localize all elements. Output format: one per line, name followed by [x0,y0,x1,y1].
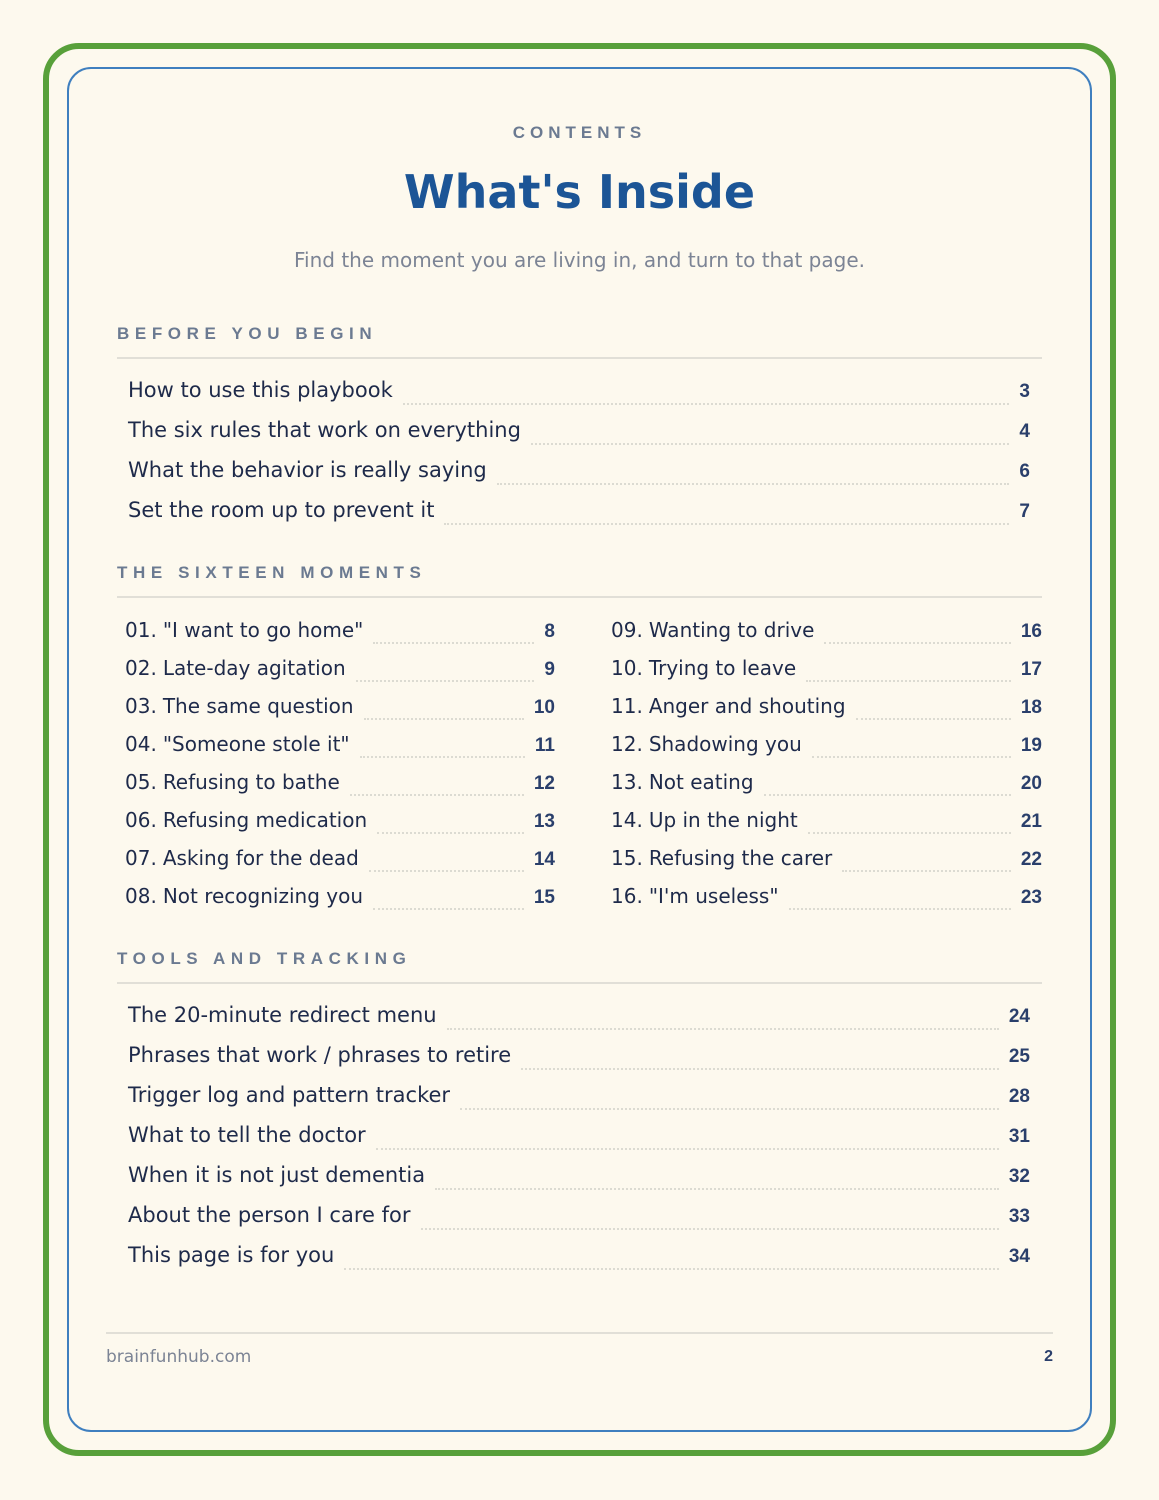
dot-leader [421,1228,999,1230]
moment-page: 14 [533,849,555,870]
dot-leader [460,1108,999,1110]
moment-entry[interactable] [611,732,1042,770]
toc-entry-page: 6 [1019,461,1030,482]
moment-page: 19 [1020,735,1042,756]
moment-entry[interactable] [125,770,555,808]
page-title: What's Inside [403,165,756,219]
moment-entry[interactable] [611,618,1042,656]
dot-leader [373,908,524,910]
toc-entry[interactable] [128,418,1030,458]
toc-entry[interactable] [128,1203,1030,1243]
dot-leader [373,642,534,644]
moment-entry[interactable] [611,694,1042,732]
moment-label: Shadowing you [648,732,802,756]
dot-leader [364,718,524,720]
dot-leader [444,523,1009,525]
moment-entry[interactable] [125,808,555,846]
before-you-begin-list [128,378,1030,538]
section-heading-tools-and-tracking: TOOLS AND TRACKING [117,949,1042,984]
moment-page: 10 [533,697,555,718]
toc-entry[interactable] [128,1243,1030,1283]
dot-leader [377,832,524,834]
footer-website[interactable]: brainfunhub.com [106,1347,252,1367]
moment-number: 07. [125,846,157,870]
toc-entry-label: The six rules that work on everything [128,418,521,442]
moment-page: 22 [1020,849,1042,870]
dot-leader [376,1148,999,1150]
dot-leader [403,403,1010,405]
toc-entry-label: What the behavior is really saying [128,458,487,482]
footer-divider [106,1332,1053,1334]
moment-number: 11. [611,694,643,718]
moment-label: Anger and shouting [648,694,846,718]
toc-entry[interactable] [128,1123,1030,1163]
toc-entry[interactable] [128,1083,1030,1123]
moment-number: 03. [125,694,157,718]
moment-label: "Someone stole it" [162,732,350,756]
moment-label: Trying to leave [648,656,797,680]
toc-entry-page: 31 [1008,1126,1030,1147]
dot-leader [764,794,1011,796]
moment-number: 05. [125,770,157,794]
toc-entry-label: How to use this playbook [128,378,393,402]
toc-entry-page: 25 [1008,1046,1030,1067]
dot-leader [824,642,1010,644]
dot-leader [806,680,1011,682]
section-heading-sixteen-moments: THE SIXTEEN MOMENTS [117,563,1042,598]
dot-leader [435,1188,999,1190]
moment-entry[interactable] [611,884,1042,922]
moment-number: 08. [125,884,157,908]
toc-entry-page: 3 [1019,381,1030,402]
moment-number: 09. [611,618,643,642]
dot-leader [789,908,1011,910]
moment-label: Not eating [648,770,754,794]
moments-list-right [611,618,1042,922]
moment-page: 23 [1020,887,1042,908]
dot-leader [447,1028,999,1030]
moment-number: 12. [611,732,643,756]
toc-entry[interactable] [128,1003,1030,1043]
moment-entry[interactable] [125,846,555,884]
moment-label: Not recognizing you [162,884,363,908]
toc-entry[interactable] [128,1043,1030,1083]
footer-page-number: 2 [1044,1348,1053,1365]
moment-page: 9 [544,659,555,680]
moment-number: 01. [125,618,157,642]
toc-entry-page: 28 [1008,1086,1030,1107]
moment-label: Asking for the dead [162,846,359,870]
moment-page: 15 [533,887,555,908]
moment-number: 14. [611,808,643,832]
dot-leader [808,832,1011,834]
toc-entry-label: The 20-minute redirect menu [128,1003,437,1027]
moment-page: 17 [1020,659,1042,680]
moments-list-left [125,618,555,922]
toc-entry-page: 4 [1019,421,1030,442]
page-subtitle: Find the moment you are living in, and turn to that page. [293,248,865,272]
moment-label: Late-day agitation [162,656,346,680]
dot-leader [369,870,524,872]
moment-entry[interactable] [611,846,1042,884]
moment-entry[interactable] [125,732,555,770]
moment-number: 06. [125,808,157,832]
moment-entry[interactable] [611,770,1042,808]
moment-number: 02. [125,656,157,680]
moment-entry[interactable] [611,808,1042,846]
moment-entry[interactable] [125,656,555,694]
moment-entry[interactable] [125,618,555,656]
dot-leader [344,1268,999,1270]
toc-entry-page: 33 [1008,1206,1030,1227]
section-heading-before-you-begin: BEFORE YOU BEGIN [117,324,1042,359]
moment-number: 15. [611,846,643,870]
dot-leader [356,680,535,682]
toc-entry-label: This page is for you [128,1243,335,1267]
moment-page: 21 [1020,811,1042,832]
dot-leader [812,756,1011,758]
contents-eyebrow: CONTENTS [512,123,647,142]
moment-entry[interactable] [611,656,1042,694]
dot-leader [360,756,525,758]
moment-page: 12 [533,773,555,794]
moment-label: Refusing medication [162,808,368,832]
moment-page: 11 [534,735,555,756]
toc-entry-label: Phrases that work / phrases to retire [128,1043,512,1067]
toc-entry-page: 32 [1008,1166,1030,1187]
moment-page: 8 [544,621,555,642]
toc-entry[interactable] [128,458,1030,498]
moment-label: "I'm useless" [648,884,779,908]
toc-entry-label: What to tell the doctor [128,1123,366,1147]
moment-label: Refusing to bathe [162,770,340,794]
moment-label: Up in the night [648,808,798,832]
toc-entry[interactable] [128,498,1030,538]
moment-label: "I want to go home" [162,618,364,642]
toc-entry-page: 24 [1008,1006,1030,1027]
moment-page: 20 [1020,773,1042,794]
moment-label: Refusing the carer [648,846,833,870]
dot-leader [497,483,1010,485]
moment-label: The same question [162,694,354,718]
toc-entry-label: When it is not just dementia [128,1163,426,1187]
dot-leader [350,794,524,796]
moment-number: 16. [611,884,643,908]
moment-label: Wanting to drive [648,618,815,642]
tools-and-tracking-list [128,1003,1030,1283]
toc-entry-label: Set the room up to prevent it [128,498,435,522]
dot-leader [856,718,1011,720]
toc-entry-page: 7 [1019,501,1030,522]
moment-page: 13 [533,811,555,832]
toc-entry-label: Trigger log and pattern tracker [128,1083,451,1107]
dot-leader [842,870,1011,872]
dot-leader [521,1068,999,1070]
moment-number: 10. [611,656,643,680]
moment-number: 04. [125,732,157,756]
moment-page: 18 [1020,697,1042,718]
toc-entry[interactable] [128,378,1030,418]
toc-entry[interactable] [128,1163,1030,1203]
toc-entry-page: 34 [1008,1246,1030,1267]
moment-number: 13. [611,770,643,794]
dot-leader [531,443,1010,445]
moment-page: 16 [1020,621,1042,642]
moment-entry[interactable] [125,884,555,922]
moment-entry[interactable] [125,694,555,732]
toc-entry-label: About the person I care for [128,1203,411,1227]
